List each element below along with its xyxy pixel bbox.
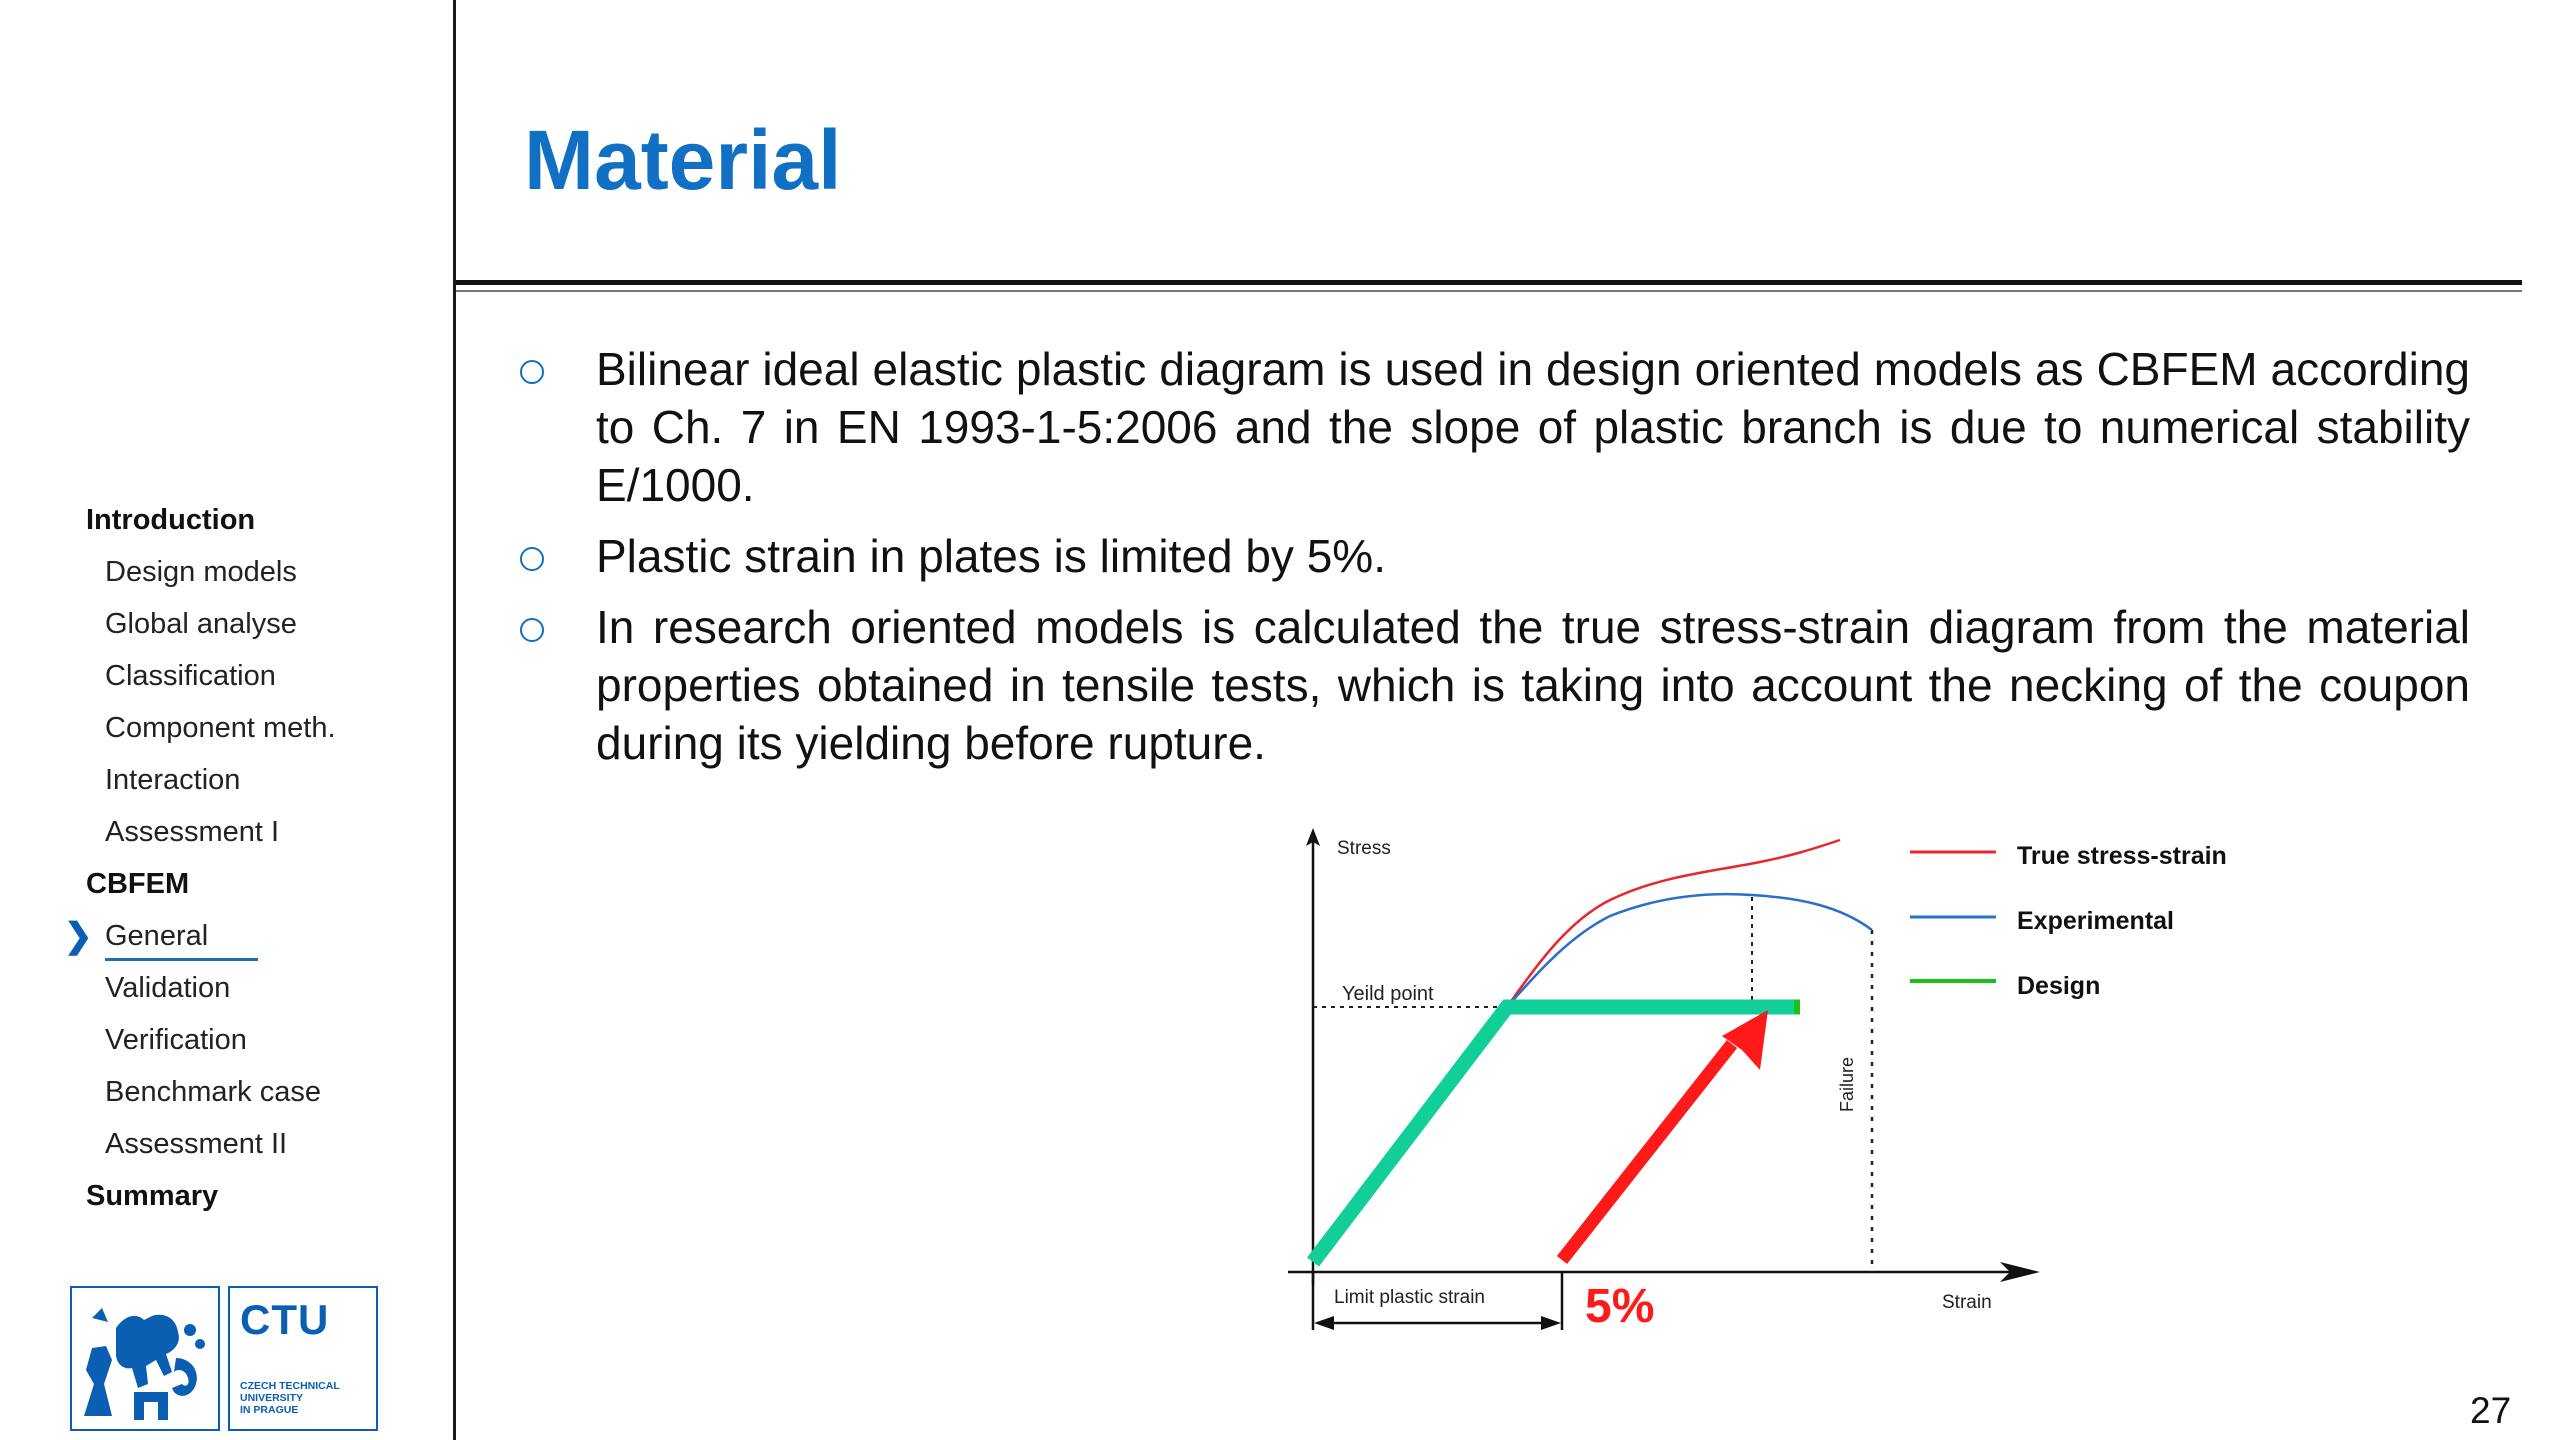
logo-line: CZECH TECHNICAL <box>240 1380 340 1392</box>
lion-emblem-icon <box>70 1286 220 1431</box>
nav-label: Interaction <box>105 764 241 796</box>
nav-item-summary[interactable] <box>86 1170 336 1222</box>
logo-abbr: CTU <box>240 1296 330 1343</box>
nav-label: Component meth. <box>105 712 336 744</box>
yield-point-label: Yeild point <box>1342 983 1434 1005</box>
nav-label: Benchmark case <box>105 1076 321 1108</box>
limit-plastic-strain-label: Limit plastic strain <box>1334 1287 1485 1308</box>
nav-label: Validation <box>105 972 231 1004</box>
bullet-text: Bilinear ideal elastic plastic diagram is used in design oriented models as CBFEM according to Ch. 7 in EN 1993-1-5:2006 and the slope of plastic branch is due to numerical stability E/1000. <box>596 343 2470 511</box>
nav-label: Design models <box>105 556 297 588</box>
bullet-text: Plastic strain in plates is limited by 5%. <box>596 530 1386 582</box>
nav-item-design-models[interactable] <box>86 546 336 598</box>
nav-item-general[interactable] <box>64 910 336 962</box>
nav-item-global-analyse[interactable] <box>86 598 336 650</box>
legend <box>1910 842 2227 1000</box>
nav-item-verification[interactable] <box>86 1014 336 1066</box>
bullet-list <box>520 340 2470 785</box>
y-axis-label: Stress <box>1337 838 1391 859</box>
bullet-item <box>520 527 2470 585</box>
limit-arrow-right-icon <box>1541 1316 1561 1330</box>
nav-item-interaction[interactable] <box>86 754 336 806</box>
nav-item-component-meth[interactable] <box>86 702 336 754</box>
nav-item-assessment-i[interactable] <box>86 806 336 858</box>
ctu-wordmark <box>228 1286 378 1431</box>
bullet-item <box>520 598 2470 772</box>
legend-label-experimental: Experimental <box>2017 907 2175 935</box>
nav-label: CBFEM <box>86 868 190 900</box>
plastic-strain-arrow <box>1562 1044 1732 1260</box>
bullet-circle-icon <box>520 360 544 384</box>
limit-value-label: 5% <box>1585 1280 1655 1333</box>
true-stress-strain-curve <box>1507 840 1840 1007</box>
nav-item-cbfem[interactable] <box>86 858 336 910</box>
nav-label: Classification <box>105 660 276 692</box>
sidebar <box>0 0 456 1440</box>
nav-label: Global analyse <box>105 608 297 640</box>
title-divider-thin <box>456 290 2522 292</box>
nav-item-assessment-ii[interactable] <box>86 1118 336 1170</box>
bullet-circle-icon <box>520 547 544 571</box>
nav-label: Introduction <box>86 504 256 536</box>
sidebar-nav <box>64 494 336 1222</box>
nav-item-benchmark-case[interactable] <box>86 1066 336 1118</box>
logo-university-name <box>240 1380 370 1416</box>
plastic-strain-arrowhead <box>1722 1010 1768 1070</box>
nav-label: Summary <box>86 1180 219 1212</box>
nav-label: General <box>105 920 258 961</box>
legend-label-design: Design <box>2017 972 2101 1000</box>
bullet-item <box>520 340 2470 514</box>
logo-line: UNIVERSITY <box>240 1392 304 1404</box>
active-chevron-icon: ❯ <box>64 917 93 955</box>
page-number: 27 <box>2470 1390 2512 1431</box>
title-divider <box>456 280 2522 285</box>
nav-label: Assessment II <box>105 1128 288 1160</box>
x-axis-label: Strain <box>1942 1292 1992 1313</box>
limit-arrow-left-icon <box>1314 1316 1334 1330</box>
experimental-curve <box>1507 894 1872 1007</box>
logo-line: IN PRAGUE <box>240 1404 299 1416</box>
stress-strain-diagram <box>1280 820 2280 1340</box>
nav-item-classification[interactable] <box>86 650 336 702</box>
bullet-text: In research oriented models is calculated the true stress-strain diagram from the material properties obtained in tensile tests, which is taking into account the necking of the coupon during its yielding before rupture. <box>596 601 2470 769</box>
nav-item-validation[interactable] <box>86 962 336 1014</box>
failure-label: Failure <box>1837 1056 1857 1112</box>
nav-label: Assessment I <box>105 816 280 848</box>
nav-label: Verification <box>105 1024 247 1056</box>
legend-label-true: True stress-strain <box>2017 842 2227 870</box>
nav-item-introduction[interactable] <box>86 494 336 546</box>
bullet-circle-icon <box>520 618 544 642</box>
slide-title: Material <box>524 113 842 207</box>
